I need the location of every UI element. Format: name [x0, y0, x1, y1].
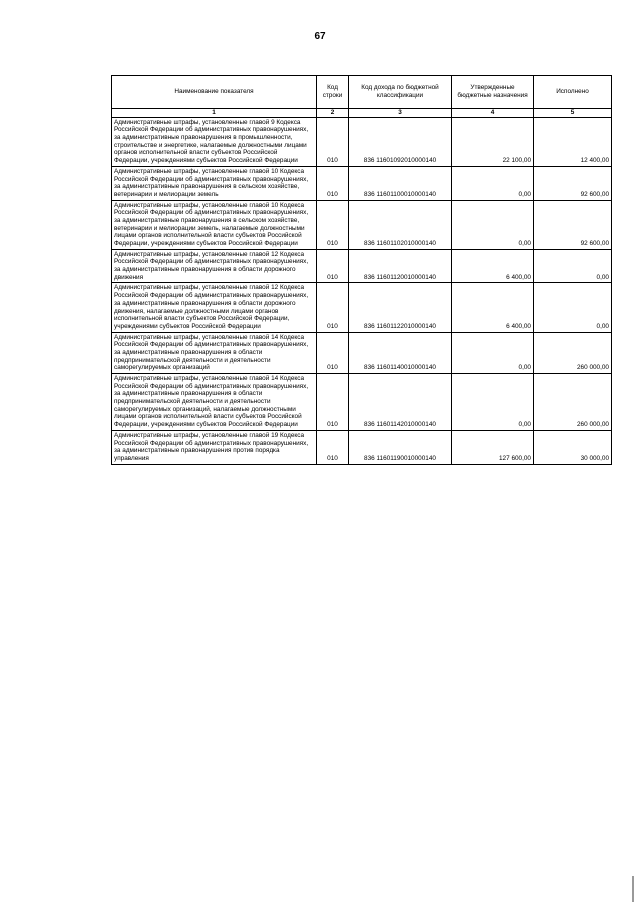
table-row — [112, 117, 612, 166]
column-number: 2 — [317, 109, 349, 118]
page-number: 67 — [314, 31, 326, 42]
column-number-row — [112, 109, 612, 118]
table-row — [112, 374, 612, 431]
row-approved: 6 400,00 — [452, 283, 534, 332]
row-approved: 22 100,00 — [452, 117, 534, 166]
row-income-code: 836 11601142010000140 — [349, 374, 452, 431]
row-executed: 0,00 — [534, 249, 612, 283]
row-name: Административные штрафы, установленные главой 10 Кодекса Российской Федерации об административных правонарушениях, за административные правонарушения в сельском хозяйстве, ветеринарии и мелиорации земель — [112, 166, 317, 200]
column-number: 4 — [452, 109, 534, 118]
row-approved: 0,00 — [452, 166, 534, 200]
header-executed: Исполнено — [534, 76, 612, 109]
row-line-code: 010 — [317, 166, 349, 200]
table-row — [112, 249, 612, 283]
table-row — [112, 283, 612, 332]
row-income-code: 836 11601102010000140 — [349, 200, 452, 249]
row-income-code: 836 11601190010000140 — [349, 430, 452, 464]
row-name: Административные штрафы, установленные главой 12 Кодекса Российской Федерации об административных правонарушениях, за административные правонарушения в области дорожного движения — [112, 249, 317, 283]
row-line-code: 010 — [317, 200, 349, 249]
table-row — [112, 430, 612, 464]
header-line-code: Код строки — [317, 76, 349, 109]
row-approved: 0,00 — [452, 200, 534, 249]
row-name: Административные штрафы, установленные главой 9 Кодекса Российской Федерации об административных правонарушениях, за административные правонарушения в промышленности, строительстве и энергетике, налагаемые должностными лицами органов исполнительной власти субъектов Российской Федерации, учреждениями субъектов Российской Федерации — [112, 117, 317, 166]
row-income-code: 836 11601092010000140 — [349, 117, 452, 166]
row-executed: 92 600,00 — [534, 200, 612, 249]
row-approved: 127 600,00 — [452, 430, 534, 464]
row-executed: 12 400,00 — [534, 117, 612, 166]
table-header-row — [112, 76, 612, 109]
header-approved: Утвержденные бюджетные назначения — [452, 76, 534, 109]
scan-edge-mark — [632, 876, 634, 902]
column-number: 3 — [349, 109, 452, 118]
row-name: Административные штрафы, установленные главой 12 Кодекса Российской Федерации об административных правонарушениях, за административные правонарушения в области дорожного движения, налагаемые должностными лицами органов исполнительной власти субъектов Российской Федерации, учреждениями субъектов Российской Федерации — [112, 283, 317, 332]
row-income-code: 836 11601100010000140 — [349, 166, 452, 200]
row-line-code: 010 — [317, 117, 349, 166]
row-line-code: 010 — [317, 283, 349, 332]
table-row — [112, 166, 612, 200]
row-income-code: 836 11601122010000140 — [349, 283, 452, 332]
table-row — [112, 200, 612, 249]
row-name: Административные штрафы, установленные главой 19 Кодекса Российской Федерации об административных правонарушениях, за административные правонарушения против порядка управления — [112, 430, 317, 464]
row-name: Административные штрафы, установленные главой 10 Кодекса Российской Федерации об административных правонарушениях, за административные правонарушения в сельском хозяйстве, ветеринарии и мелиорации земель, налагаемые должностными лицами органов исполнительной власти субъектов Российской Федерации, учреждениями субъектов Российской Федерации — [112, 200, 317, 249]
row-approved: 0,00 — [452, 374, 534, 431]
row-income-code: 836 11601120010000140 — [349, 249, 452, 283]
row-name: Административные штрафы, установленные главой 14 Кодекса Российской Федерации об административных правонарушениях, за административные правонарушения в области предпринимательской деятельности и деятельности саморегулируемых организаций, налагаемые должностными лицами органов исполнительной власти субъектов Российской Федерации, учреждениями субъектов Российской Федерации — [112, 374, 317, 431]
row-approved: 6 400,00 — [452, 249, 534, 283]
row-approved: 0,00 — [452, 332, 534, 373]
row-executed: 260 000,00 — [534, 374, 612, 431]
row-name: Административные штрафы, установленные главой 14 Кодекса Российской Федерации об административных правонарушениях, за административные правонарушения в области предпринимательской деятельности и деятельности саморегулируемых организаций — [112, 332, 317, 373]
row-executed: 0,00 — [534, 283, 612, 332]
table-row — [112, 332, 612, 373]
column-number: 1 — [112, 109, 317, 118]
row-line-code: 010 — [317, 430, 349, 464]
row-executed: 92 600,00 — [534, 166, 612, 200]
row-line-code: 010 — [317, 249, 349, 283]
row-executed: 260 000,00 — [534, 332, 612, 373]
row-income-code: 836 11601140010000140 — [349, 332, 452, 373]
row-executed: 30 000,00 — [534, 430, 612, 464]
header-income-code: Код дохода по бюджетной классификации — [349, 76, 452, 109]
column-number: 5 — [534, 109, 612, 118]
header-name: Наименование показателя — [112, 76, 317, 109]
row-line-code: 010 — [317, 332, 349, 373]
row-line-code: 010 — [317, 374, 349, 431]
budget-execution-table — [111, 75, 612, 465]
